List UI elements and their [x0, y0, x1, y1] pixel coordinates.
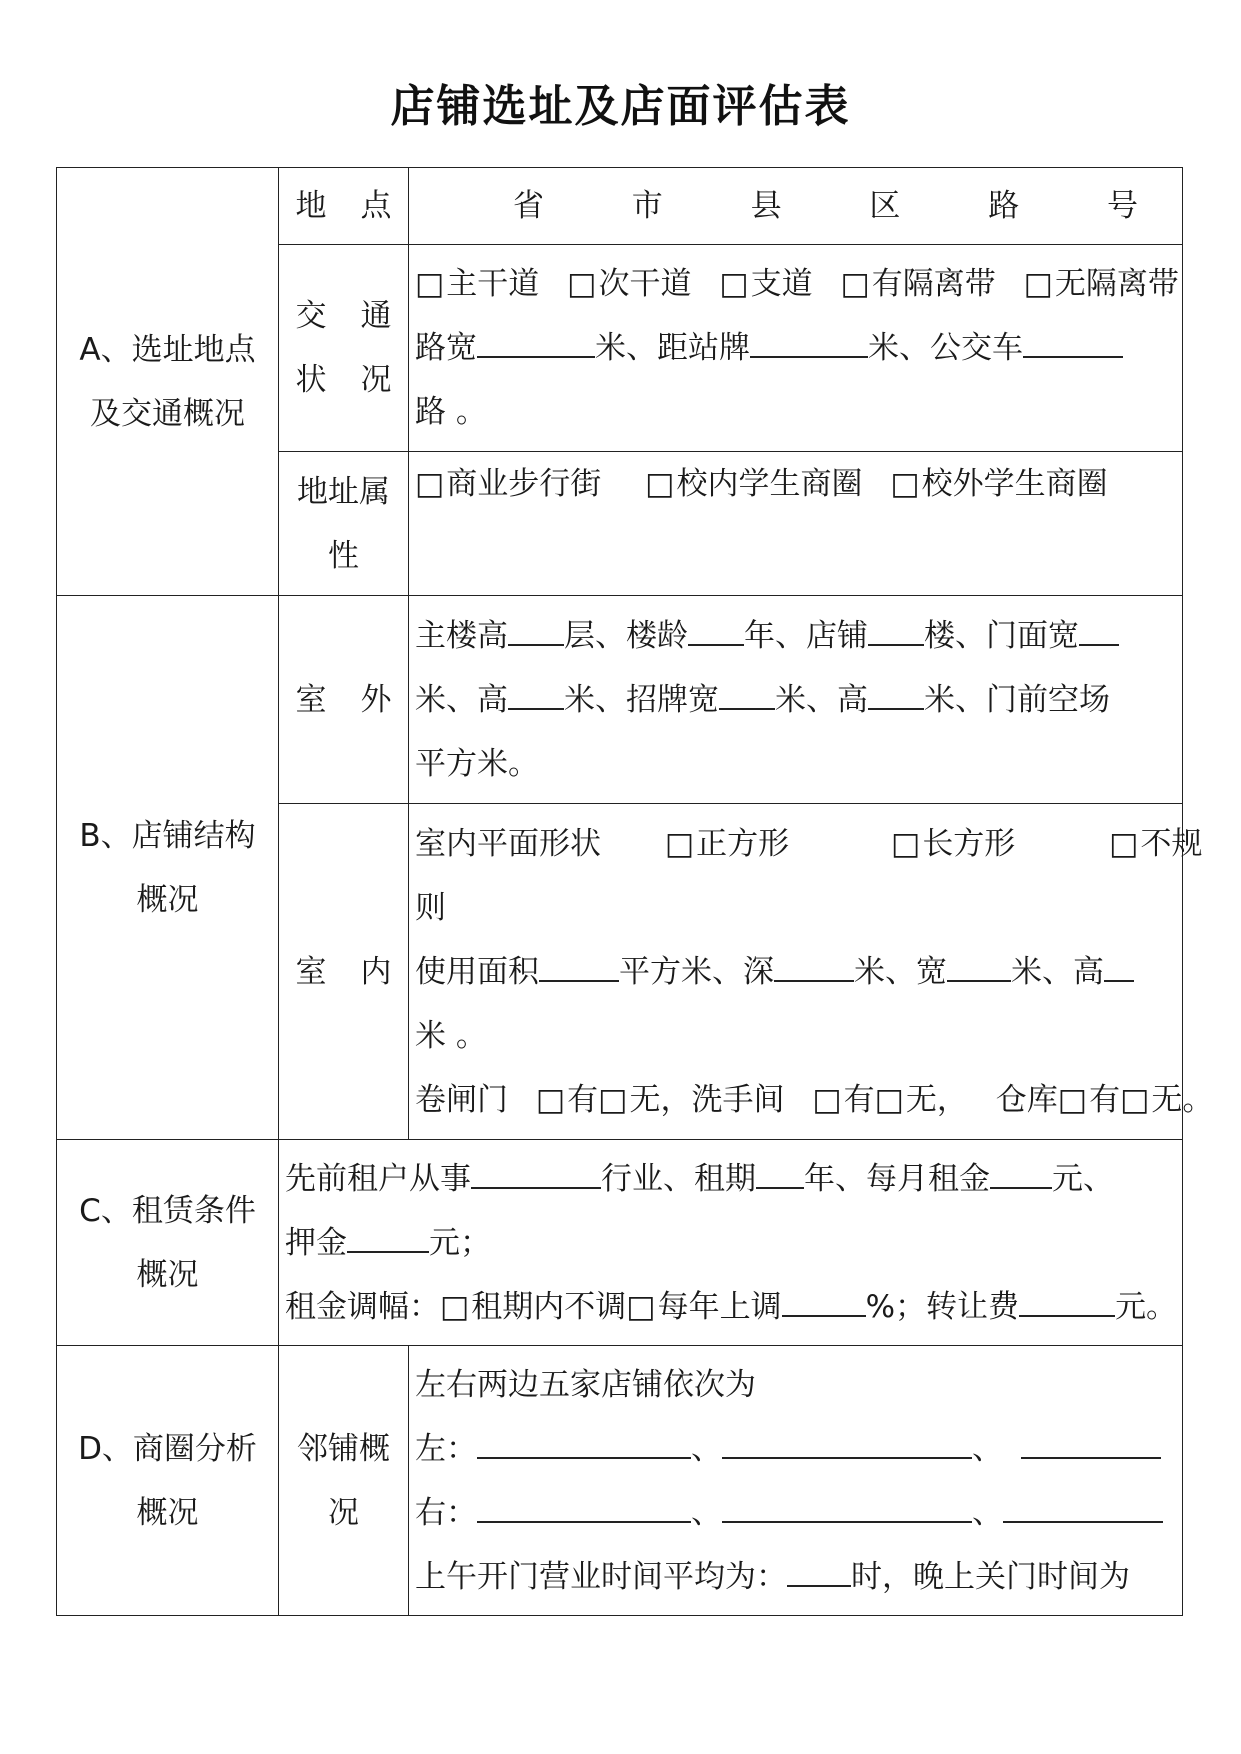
prior-industry-blank[interactable] [471, 1153, 601, 1189]
bus-label: 米、公交车 [868, 330, 1023, 366]
right-sep-2: 、 [972, 1494, 1003, 1531]
sign-height-blank[interactable] [868, 674, 924, 710]
sign-height-label: 米、高 [775, 681, 868, 718]
opening-hours-label: 上午开门营业时间平均为： [415, 1558, 787, 1595]
location-label-c1: 地 [295, 188, 327, 224]
indoor-content [409, 804, 1214, 1140]
checkbox-shutter-no[interactable]: □ [598, 1081, 628, 1118]
row-lease [57, 1140, 1183, 1346]
section-d-line2: 概况 [136, 1494, 199, 1531]
row-neighbors [57, 1346, 1183, 1616]
section-b-line1: B、店铺结构 [79, 817, 256, 854]
checkbox-street[interactable]: □ [415, 466, 445, 502]
neighbor-label-l1: 邻铺概 [297, 1430, 390, 1467]
width-label: 米、宽 [854, 953, 947, 990]
checkbox-campus-out[interactable]: □ [890, 466, 920, 502]
neighbor-content [409, 1346, 1183, 1616]
option-no-divider: 无隔离带 [1054, 266, 1179, 302]
shape-label: 室内平面形状 [415, 825, 601, 862]
monthly-rent-label: 年、每月租金 [804, 1160, 990, 1197]
location-field[interactable] [409, 168, 1183, 245]
lease-content [279, 1140, 1183, 1346]
indoor-shape [415, 812, 1203, 876]
height-blank[interactable] [1104, 946, 1134, 982]
monthly-rent-blank[interactable] [990, 1153, 1052, 1189]
facade-height-label: 米、高 [415, 681, 508, 718]
traffic-label-c3: 状 [295, 362, 327, 398]
option-campus-out: 校外学生商圈 [921, 466, 1108, 502]
checkbox-yearly-adjust[interactable]: □ [626, 1288, 656, 1325]
checkbox-main-road[interactable]: □ [415, 266, 445, 302]
checkbox-storage-no[interactable]: □ [1120, 1081, 1150, 1118]
evaluation-form [56, 167, 1214, 1616]
height-label: 米、高 [1011, 953, 1104, 990]
option-branch-road: 支道 [750, 266, 813, 302]
city-label: 市 [631, 188, 663, 224]
checkbox-restroom-yes[interactable]: □ [812, 1081, 842, 1118]
neighbor-right [415, 1481, 1182, 1545]
attribute-options [415, 452, 1182, 516]
checkbox-campus-in[interactable]: □ [645, 466, 675, 502]
row-location [57, 168, 1183, 245]
restroom-no: 无， [905, 1081, 968, 1118]
section-c-line1: C、租赁条件 [79, 1192, 256, 1229]
left-shop-1-blank[interactable] [477, 1423, 691, 1459]
shutter-yes: 有 [567, 1081, 599, 1118]
indoor-label-c1: 室 [295, 953, 327, 990]
neighbor-label [279, 1346, 409, 1616]
outdoor-label-c1: 室 [295, 681, 327, 718]
rent-adjust-label: 租金调幅： [285, 1288, 440, 1325]
number-label: 号 [1106, 188, 1138, 224]
restroom-label: 无，洗手间 [629, 1081, 785, 1118]
rent-unit: 元、 [1052, 1160, 1114, 1197]
section-a-line2: 及交通概况 [90, 395, 245, 432]
indoor-label-c2: 内 [360, 953, 392, 990]
neighbor-hours [415, 1545, 1182, 1609]
checkbox-branch-road[interactable]: □ [719, 266, 749, 302]
right-shop-3-blank[interactable] [1003, 1487, 1163, 1523]
section-b-line2: 概况 [136, 881, 199, 918]
traffic-label-c1: 交 [295, 298, 327, 334]
outdoor-line1 [415, 604, 1182, 668]
shop-floor-label: 年、店铺 [744, 617, 868, 654]
row-outdoor [57, 596, 1183, 804]
left-label: 左： [415, 1430, 477, 1467]
facade-width-blank[interactable] [1079, 610, 1119, 646]
transfer-fee-blank[interactable] [1019, 1281, 1115, 1317]
facade-height-blank[interactable] [508, 674, 564, 710]
lease-term-label: 行业、租期 [601, 1160, 756, 1197]
outdoor-label [279, 596, 409, 804]
traffic-options [415, 252, 1182, 316]
section-d-title [57, 1346, 279, 1616]
checkbox-no-adjust[interactable]: □ [440, 1288, 470, 1325]
left-shop-3-blank[interactable] [1021, 1423, 1161, 1459]
county-label: 县 [750, 188, 782, 224]
neighbor-intro: 左右两边五家店铺依次为 [415, 1366, 756, 1403]
indoor-facilities [415, 1068, 1214, 1132]
bus-route-blank[interactable] [1023, 322, 1123, 358]
attribute-content [409, 452, 1183, 596]
indoor-shape-wrap: 则 [415, 889, 446, 926]
depth-label: 平方米、深 [619, 953, 774, 990]
transfer-fee-unit: 元。 [1115, 1288, 1178, 1325]
left-sep-2: 、 [972, 1430, 1003, 1467]
option-square: 正方形 [696, 825, 790, 862]
right-shop-1-blank[interactable] [477, 1487, 691, 1523]
width-blank[interactable] [947, 946, 1011, 982]
option-no-adjust: 租期内不调 [471, 1288, 627, 1325]
front-space-label: 米、门前空场 [924, 681, 1110, 718]
section-d-line1: D、商圈分析 [78, 1430, 257, 1467]
attribute-label [279, 452, 409, 596]
building-age-label: 层、楼龄 [564, 617, 688, 654]
checkbox-irregular[interactable]: □ [1109, 825, 1139, 862]
option-yearly-adjust: 每年上调 [657, 1288, 782, 1325]
road-label: 路 [988, 188, 1020, 224]
lease-line2 [285, 1211, 1182, 1275]
usable-area-blank[interactable] [539, 946, 619, 982]
checkbox-square[interactable]: □ [664, 825, 695, 862]
option-secondary-road: 次干道 [598, 266, 692, 302]
yearly-adjust-blank[interactable] [782, 1281, 866, 1317]
left-shop-2-blank[interactable] [722, 1423, 972, 1459]
left-sep-1: 、 [691, 1430, 722, 1467]
traffic-label-c2: 通 [360, 298, 392, 334]
lease-line1 [285, 1147, 1182, 1211]
option-campus-in: 校内学生商圈 [676, 466, 863, 502]
indoor-label [279, 804, 409, 1140]
storage-label: 仓库 [995, 1081, 1058, 1118]
deposit-blank[interactable] [347, 1217, 429, 1253]
checkbox-no-divider[interactable]: □ [1023, 266, 1053, 302]
storage-no: 无。 [1151, 1081, 1214, 1118]
neighbor-left [415, 1417, 1182, 1481]
stop-distance-blank[interactable] [750, 322, 868, 358]
facade-width-label: 楼、门面宽 [924, 617, 1079, 654]
building-age-blank[interactable] [688, 610, 744, 646]
stop-distance-label: 米、距站牌 [595, 330, 750, 366]
outdoor-line2 [415, 668, 1182, 732]
lease-term-blank[interactable] [756, 1153, 804, 1189]
attribute-label-l2: 性 [328, 537, 359, 574]
deposit-label: 押金 [285, 1224, 347, 1261]
section-c-title [57, 1140, 279, 1346]
checkbox-secondary-road[interactable]: □ [567, 266, 597, 302]
traffic-distances [415, 316, 1182, 380]
checkbox-restroom-no[interactable]: □ [874, 1081, 904, 1118]
location-label-c2: 点 [360, 188, 392, 224]
traffic-label-c4: 况 [360, 362, 392, 398]
option-rectangle: 长方形 [922, 825, 1016, 862]
province-label: 省 [513, 188, 544, 224]
checkbox-storage-yes[interactable]: □ [1057, 1081, 1088, 1118]
option-street: 商业步行街 [446, 466, 602, 502]
outdoor-content [409, 596, 1183, 804]
road-width-blank[interactable] [477, 322, 595, 358]
opening-hours-blank[interactable] [787, 1551, 851, 1587]
page-title: 店铺选址及店面评估表 [390, 81, 851, 132]
prior-tenant-label: 先前租户从事 [285, 1160, 471, 1197]
section-a-title [57, 168, 279, 596]
sign-width-blank[interactable] [719, 674, 775, 710]
traffic-content [409, 245, 1183, 452]
storage-yes: 有 [1089, 1081, 1121, 1118]
section-c-line2: 概况 [136, 1256, 199, 1293]
shutter-label: 卷闸门 [415, 1081, 508, 1118]
district-label: 区 [869, 188, 901, 224]
right-sep-1: 、 [691, 1494, 722, 1531]
section-b-title [57, 596, 279, 1140]
building-height-label: 主楼高 [415, 617, 508, 654]
usable-area-label: 使用面积 [415, 953, 539, 990]
section-a-line1: A、选址地点 [79, 331, 256, 368]
outdoor-label-c2: 外 [360, 681, 392, 718]
option-divider: 有隔离带 [871, 266, 996, 302]
right-shop-2-blank[interactable] [722, 1487, 972, 1523]
neighbor-label-l2: 况 [328, 1494, 359, 1531]
checkbox-shutter-yes[interactable]: □ [535, 1081, 566, 1118]
option-irregular: 不规 [1140, 825, 1203, 862]
restroom-yes: 有 [843, 1081, 875, 1118]
transfer-fee-label: %；转让费 [865, 1288, 1020, 1325]
shop-floor-blank[interactable] [868, 610, 924, 646]
traffic-label [279, 245, 409, 452]
checkbox-divider[interactable]: □ [840, 266, 870, 302]
indoor-area-end: 米 。 [415, 1017, 487, 1054]
deposit-unit: 元； [429, 1224, 491, 1261]
location-label [279, 168, 409, 245]
indoor-area [415, 940, 1182, 1004]
sign-width-label: 米、招牌宽 [564, 681, 719, 718]
depth-blank[interactable] [774, 946, 854, 982]
closing-hours-label: 时，晚上关门时间为 [851, 1558, 1130, 1595]
lease-line3 [285, 1275, 1182, 1339]
traffic-route-end: 路 。 [415, 394, 487, 430]
checkbox-rectangle[interactable]: □ [891, 825, 921, 862]
right-label: 右： [415, 1494, 477, 1531]
building-height-blank[interactable] [508, 610, 564, 646]
road-width-label: 路宽 [415, 330, 477, 366]
option-main-road: 主干道 [446, 266, 540, 302]
outdoor-line3: 平方米。 [415, 745, 539, 782]
attribute-label-l1: 地址属 [297, 473, 390, 510]
